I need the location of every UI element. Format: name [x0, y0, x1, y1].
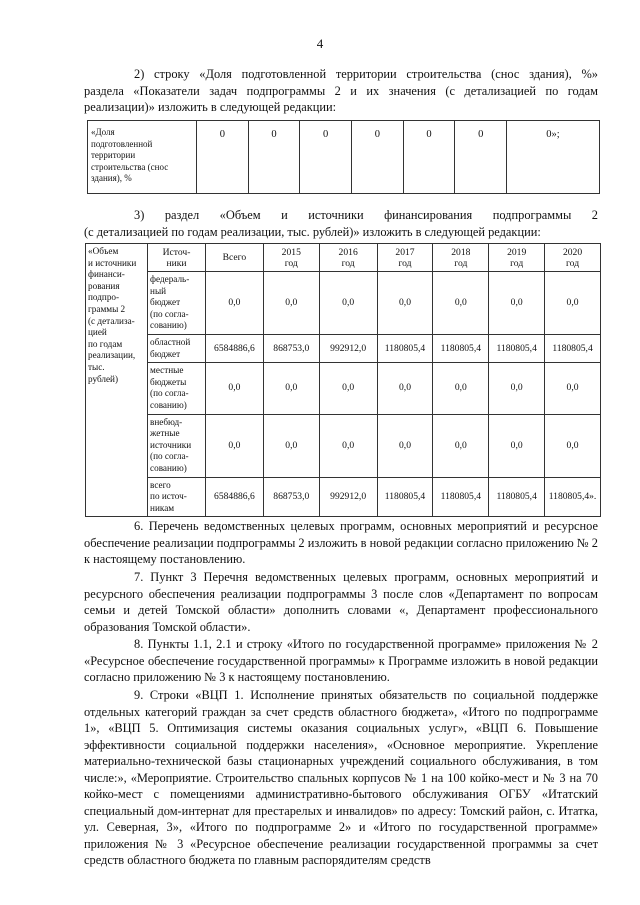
source-line: федераль-: [150, 274, 190, 284]
label-line: подготовленной: [91, 138, 153, 149]
year-unit: год: [284, 257, 298, 269]
value-cell: 0,0: [205, 363, 263, 414]
table-row: [86, 414, 601, 477]
source-line: бюджет: [150, 297, 181, 308]
year: 2015: [281, 246, 301, 258]
value-cell: 1180805,4: [433, 334, 489, 362]
header-line: Источ-: [162, 246, 191, 258]
value-cell: 0,0: [489, 363, 545, 414]
col-header-year: [377, 244, 433, 272]
source-cell: [148, 477, 206, 517]
table-row: [88, 121, 600, 194]
value-cell: 1180805,4».: [545, 477, 601, 517]
header-line: цией: [88, 327, 107, 338]
source-cell: [148, 334, 206, 362]
indicator-value: 0: [300, 121, 352, 194]
label-line: здания), %: [91, 173, 132, 183]
value-cell: 0,0: [433, 363, 489, 414]
paragraph-2-line: реализации)» изложить в следующей редакции:: [84, 100, 337, 114]
col-header-year: [433, 244, 489, 272]
source-line: ный: [150, 285, 167, 296]
source-line: сованию): [150, 399, 187, 410]
source-line: сованию): [150, 320, 187, 331]
year: 2018: [451, 246, 471, 258]
col-header-year: [489, 244, 545, 272]
indicator-value: 0: [455, 121, 507, 194]
year-unit: год: [565, 257, 580, 269]
funding-table: [85, 243, 601, 517]
year-unit: год: [398, 257, 412, 269]
header-line: (с детализа-: [88, 315, 135, 326]
header-line: и источники: [88, 257, 137, 268]
paragraph-2: [84, 66, 598, 116]
paragraph-2-line: раздела «Показатели задач подпрограммы 2 и их значения (с детализацией по годам: [84, 83, 598, 98]
col-header-year: [263, 244, 319, 272]
label-line: «Доля: [91, 127, 115, 137]
source-cell: [148, 272, 206, 335]
indicator-label: [88, 121, 197, 194]
year: 2017: [395, 246, 415, 258]
indicator-value: 0: [403, 121, 455, 194]
year: 2020: [562, 246, 583, 258]
value-cell: 992912,0: [319, 334, 377, 362]
indicator-value: 0: [248, 121, 300, 194]
value-cell: 0,0: [433, 414, 489, 477]
table-header-row: [86, 244, 601, 272]
value-cell: 1180805,4: [433, 477, 489, 517]
value-cell: 0,0: [433, 272, 489, 335]
value-cell: 0,0: [545, 414, 601, 477]
source-line: (по согла-: [150, 388, 189, 399]
value-cell: 0,0: [545, 363, 601, 414]
value-cell: 1180805,4: [377, 477, 433, 517]
source-line: по источ-: [150, 491, 187, 502]
value-cell: 0,0: [205, 272, 263, 335]
year-unit: год: [510, 257, 524, 269]
paragraph-9: 9. Строки «ВЦП 1. Исполнение принятых обязательств по социальной поддержке отдельных категорий граждан за счет средств областного бюджета», «Итого по подпрограмме 1», «ВЦП 5. Оптимизация системы оказания социальных услуг», «ВЦП 6. Повышение эффективности социальной поддержки населения», «Основное мероприятие. Укрепление материально-технической базы стационарных учреждений социального обслуживания, в том числе:», «Мероприятие. Строительство спальных корпусов № 1 на 100 койко-мест и № 3 на 70 койко-мест с помещениями административно-бытового обслуживания ОГБУ «Итатский специальный дом-интернат для престарелых и инвалидов» по адресу: Томский район, с. Итатка, ул. Северная, 3», «Итого по подпрограмме 2» и «Итого по государственной программе» приложения № 3 «Ресурсное обеспечение реализации государственной программы за счет средств областного бюджета по главным распорядителям средств: [84, 688, 598, 867]
source-line: сованию): [150, 462, 187, 473]
value-cell: 0,0: [263, 272, 319, 335]
value-cell: 0,0: [489, 272, 545, 335]
table-row: [86, 272, 601, 335]
year: 2019: [507, 246, 527, 258]
source-line: местные: [150, 365, 184, 376]
value-cell: 1180805,4: [377, 334, 433, 362]
value-cell: 0,0: [319, 272, 377, 335]
table-row: [86, 334, 601, 362]
indicator-value: 0: [352, 121, 404, 194]
value-cell: 0,0: [489, 414, 545, 477]
value-cell: 0,0: [377, 414, 433, 477]
paragraph-6: 6. Перечень ведомственных целевых программ, основных мероприятий и ресурсное обеспечение реализации подпрограммы 2 изложить в новой редакции согласно приложению № 2 к настоящему постановлению.: [84, 519, 598, 566]
value-cell: 992912,0: [319, 477, 377, 517]
header-line: по годам: [88, 338, 123, 349]
source-line: (по согла-: [150, 308, 189, 319]
source-line: бюджеты: [150, 376, 187, 387]
source-line: всего: [150, 479, 171, 490]
source-line: никам: [150, 502, 175, 513]
value-cell: 1180805,4: [489, 477, 545, 517]
table-row: [86, 363, 601, 414]
header-line: рования: [88, 280, 120, 291]
value-cell: 0,0: [263, 414, 319, 477]
paragraph-7: 7. Пункт 3 Перечня ведомственных целевых программ, основных мероприятий и ресурсного обеспечения реализации подпрограммы 3 после слов «Департамент по вопросам семьи и детей Томской области» дополнить словами «, Департамент профессионального образования Томской области».: [84, 570, 598, 634]
label-line: строительства (снос: [91, 161, 169, 172]
col-header-source: [148, 244, 206, 272]
header-line: граммы 2: [88, 303, 126, 314]
year: 2016: [338, 246, 358, 258]
value-cell: 0,0: [319, 414, 377, 477]
label-line: территории: [91, 150, 136, 160]
indicator-table: [87, 120, 600, 194]
header-line: реализации,: [88, 350, 136, 361]
source-line: источники: [150, 439, 192, 450]
paragraph-3-line: (с детализацией по годам реализации, тыс. рублей)» изложить в следующей редакции:: [84, 224, 541, 239]
source-cell: [148, 363, 206, 414]
indicator-value: 0: [197, 121, 249, 194]
page-number: 4: [316, 36, 324, 51]
source-line: бюджет: [150, 348, 181, 359]
year-unit: год: [341, 257, 355, 269]
value-cell: 1180805,4: [489, 334, 545, 362]
source-cell: [148, 414, 206, 477]
value-cell: 6584886,6: [205, 334, 263, 362]
header-line: рублей): [88, 373, 119, 384]
value-cell: 0,0: [545, 272, 601, 335]
col-header-year: [545, 244, 601, 272]
header-line: подпро-: [88, 292, 120, 303]
value-cell: 0,0: [377, 363, 433, 414]
funding-row-header: [86, 244, 148, 517]
col-header-year: [319, 244, 377, 272]
value-cell: 0,0: [263, 363, 319, 414]
header-line: «Объем: [88, 246, 119, 256]
source-line: внебюд-: [150, 416, 183, 427]
year-unit: год: [454, 257, 468, 269]
col-header-total: Всего: [205, 244, 263, 272]
source-line: (по согла-: [150, 451, 189, 462]
value-cell: 0,0: [205, 414, 263, 477]
value-cell: 868753,0: [263, 477, 319, 517]
value-cell: 0,0: [377, 272, 433, 335]
header-line: тыс.: [88, 361, 105, 372]
value-cell: 868753,0: [263, 334, 319, 362]
value-cell: 6584886,6: [205, 477, 263, 517]
paragraph-2-line: 2) строку «Доля подготовленной территории строительства (снос здания), %»: [134, 67, 598, 81]
paragraph-3: [84, 207, 598, 240]
source-line: областной: [150, 336, 191, 347]
header-line: финанси-: [88, 269, 125, 280]
value-cell: 1180805,4: [545, 334, 601, 362]
value-cell: 0,0: [319, 363, 377, 414]
paragraph-3-line: 3) раздел «Объем и источники финансирования подпрограммы 2: [134, 208, 598, 222]
table-row: [86, 477, 601, 517]
source-line: жетные: [150, 428, 180, 439]
paragraph-8: 8. Пункты 1.1, 2.1 и строку «Итого по государственной программе» приложения № 2 «Ресурсное обеспечение государственной программы» к Программе изложить в новой редакции согласно приложению № 3 к настоящему постановлению.: [84, 637, 598, 684]
indicator-value: 0»;: [507, 121, 600, 194]
header-line: ники: [166, 257, 187, 269]
